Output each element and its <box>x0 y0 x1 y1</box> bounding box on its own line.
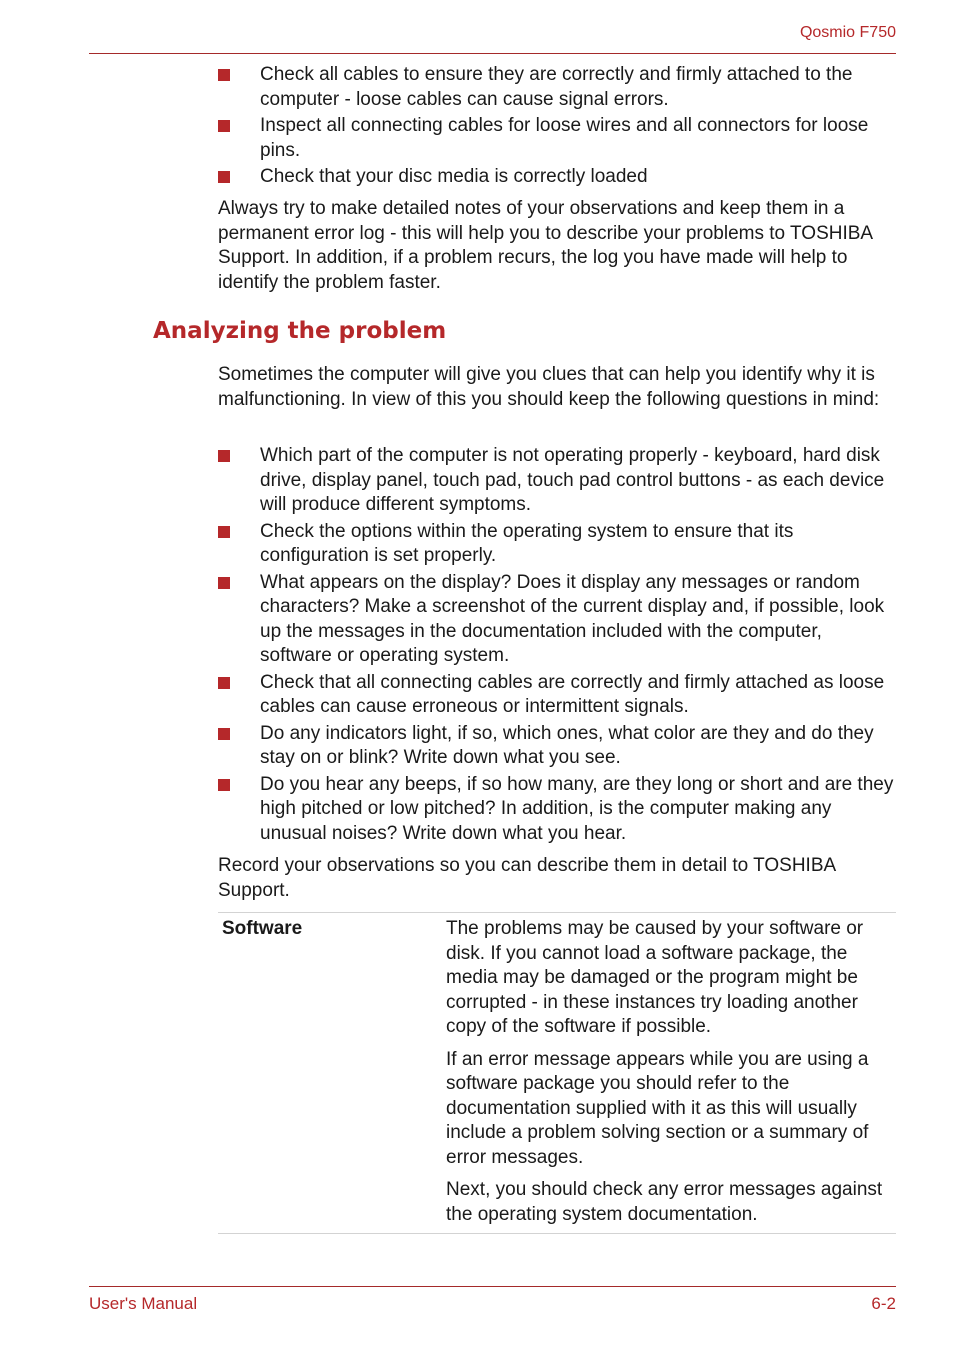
table-paragraph: If an error message appears while you are using a software package you should refer to the documentation supplied with it as this will usually include a problem solving section or a summary of error messages. <box>446 1048 869 1168</box>
list-item <box>218 63 898 112</box>
bullet-text: Check the options within the operating system to ensure that its configuration is set properly. <box>260 520 794 566</box>
square-bullet-icon <box>218 779 230 791</box>
bullet-text: Do you hear any beeps, if so how many, are they long or short and are they high pitched or low pitched? In addition, is the computer making any unusual noises? Write down what you hear. <box>260 773 894 844</box>
section-bullet-list <box>218 444 898 846</box>
square-bullet-icon <box>218 577 230 589</box>
closing-paragraph: Record your observations so you can describe them in detail to TOSHIBA Support. <box>218 855 836 901</box>
table-description <box>446 917 886 1227</box>
bullet-text: Check all cables to ensure they are correctly and firmly attached to the computer - loose cables can cause signal errors. <box>260 64 853 110</box>
list-item <box>218 520 898 569</box>
page-header-title: Qosmio F750 <box>799 24 896 41</box>
bullet-text: Check that your disc media is correctly loaded <box>260 166 648 187</box>
section-intro-block <box>218 363 898 412</box>
section-heading: Analyzing the problem <box>153 318 447 344</box>
top-bullet-list <box>218 63 898 190</box>
footer-rule <box>89 1286 896 1287</box>
square-bullet-icon <box>218 450 230 462</box>
intro-paragraph: Always try to make detailed notes of your observations and keep them in a permanent error log - this will help you to describe your problems to TOSHIBA Support. In addition, if a problem recurs, the log you have made will help to identify the problem faster. <box>218 198 873 293</box>
list-item <box>218 165 898 190</box>
list-item <box>218 671 898 720</box>
footer-manual-title: User's Manual <box>89 1294 198 1313</box>
list-item <box>218 571 898 669</box>
bullet-text: Do any indicators light, if so, which ones, what color are they and do they stay on or blink? Write down what you see. <box>260 722 874 768</box>
square-bullet-icon <box>218 728 230 740</box>
top-bullet-block <box>218 63 898 192</box>
square-bullet-icon <box>218 69 230 81</box>
list-item <box>218 444 898 518</box>
bullet-text: Which part of the computer is not operating properly - keyboard, hard disk drive, display panel, touch pad, touch pad control buttons - as each device will produce different symptoms. <box>260 445 885 515</box>
square-bullet-icon <box>218 677 230 689</box>
list-item <box>218 114 898 163</box>
square-bullet-icon <box>218 120 230 132</box>
table-paragraph: Next, you should check any error messages against the operating system documentation. <box>446 1179 883 1225</box>
intro-paragraph-block <box>218 197 898 295</box>
table-paragraph: The problems may be caused by your software or disk. If you cannot load a software package, the media may be damaged or the program might be corrupted - in these instances try loading another copy of the software if possible. <box>446 918 864 1037</box>
table-term: Software <box>222 918 303 939</box>
square-bullet-icon <box>218 526 230 538</box>
bullet-text: Inspect all connecting cables for loose wires and all connectors for loose pins. <box>260 115 869 161</box>
square-bullet-icon <box>218 171 230 183</box>
page-number: 6-2 <box>871 1294 896 1313</box>
closing-paragraph-block <box>218 854 898 903</box>
header-rule <box>89 53 896 54</box>
section-intro: Sometimes the computer will give you clues that can help you identify why it is malfunctioning. In view of this you should keep the following questions in mind: <box>218 364 880 410</box>
list-item <box>218 722 898 771</box>
bullet-text: Check that all connecting cables are correctly and firmly attached as loose cables can cause erroneous or intermittent signals. <box>260 671 885 717</box>
troubleshooting-table <box>218 912 896 1234</box>
bullet-text: What appears on the display? Does it display any messages or random characters? Make a screenshot of the current display and, if possible, look up the messages in the documentation included with the computer, software or operating system. <box>260 571 885 666</box>
list-item <box>218 773 898 847</box>
section-bullet-block <box>218 444 898 848</box>
